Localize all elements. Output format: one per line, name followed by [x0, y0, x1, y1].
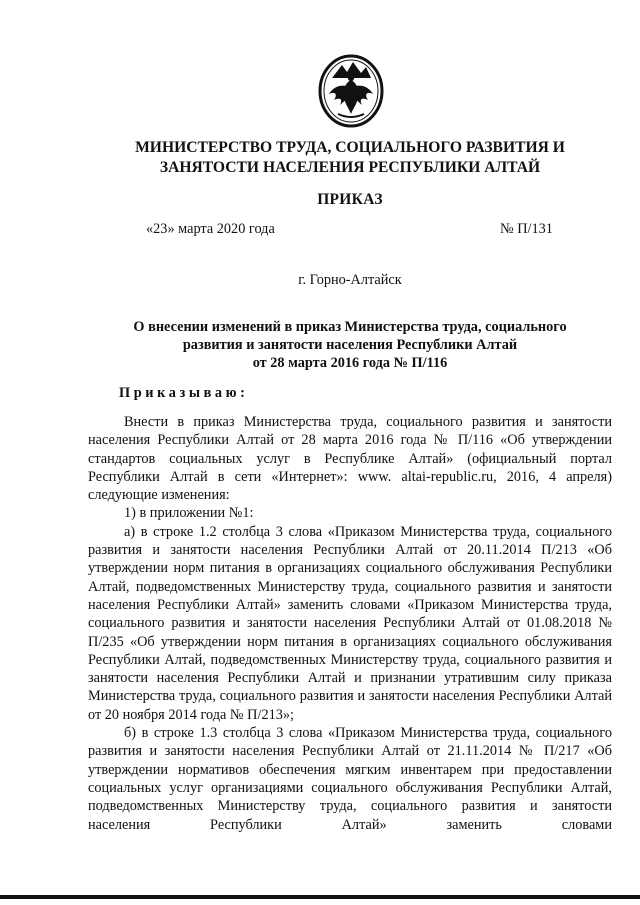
item-b-paragraph: б) в строке 1.3 столбца 3 слова «Приказом Министерства труда, социального развития и занятости населения Республики Алтай от 21.11.2014 № П/217 «Об утверждении нормативов обеспечения мягким инвентарем при предоставлении социальных услуг организациями социального обслуживания Республики Алтай, подведомственных Министерству труда, социального развития и занятости населения Республики Алтай» заменить словами [88, 725, 612, 833]
emblem-base [338, 114, 364, 117]
document-number: № П/131 [500, 221, 553, 237]
intro-paragraph: Внести в приказ Министерства труда, социального развития и занятости населения Республики Алтай от 28 марта 2016 года № П/116 «Об утверждении стандартов социальных услуг в Республике Алтай» (официальный портал Республики Алтай в сети «Интернет»: www. altai-republic.ru, 2016, 4 апреля) следующие изменения: [88, 414, 612, 504]
item-a-paragraph: а) в строке 1.2 столбца 3 слова «Приказом Министерства труда, социального развития и занятости населения Республики Алтай от 20.11.2014 П/213 «Об утверждении норм питания в организациях социального обслуживания Республики Алтай, подведомственных Министерству труда, социального развития и занятости населения Республики Алтай» заменить словами «Приказом Министерства труда, социального развития и занятости населения Республики Алтай от 01.08.2018 № П/235 «Об утверждении норм питания в организациях социального обслуживания Республики Алтай, подведомственных Министерству труда, социального развития и занятости населения Республики Алтай и признании утратившим силу приказа Министерства труда, социального развития и занятости населения Республики Алтай от 20 ноября 2014 года № П/213»; [88, 523, 612, 723]
document-date: «23» марта 2020 года [146, 221, 275, 237]
document-body [88, 413, 612, 834]
coat-of-arms-emblem [318, 54, 384, 128]
subject-line-1: О внесении изменений в приказ Министерства труда, социального [133, 319, 567, 335]
page-bottom-rule [0, 895, 640, 899]
document-city: г. Горно-Алтайск [298, 272, 402, 288]
ministry-name-line-1: МИНИСТЕРСТВО ТРУДА, СОЦИАЛЬНОГО РАЗВИТИЯ И [135, 139, 565, 156]
ministry-name [60, 138, 640, 178]
emblem-bird-head [348, 75, 354, 81]
ministry-name-line-2: ЗАНЯТОСТИ НАСЕЛЕНИЯ РЕСПУБЛИКИ АЛТАЙ [159, 159, 541, 176]
document-subject [60, 318, 640, 372]
document-type: ПРИКАЗ [317, 191, 383, 208]
subject-line-3: от 28 марта 2016 года № П/116 [252, 355, 448, 371]
order-word: Приказываю: [119, 385, 249, 401]
subject-line-2: развития и занятости населения Республики Алтай [182, 337, 518, 353]
item-1-paragraph: 1) в приложении №1: [124, 505, 254, 522]
